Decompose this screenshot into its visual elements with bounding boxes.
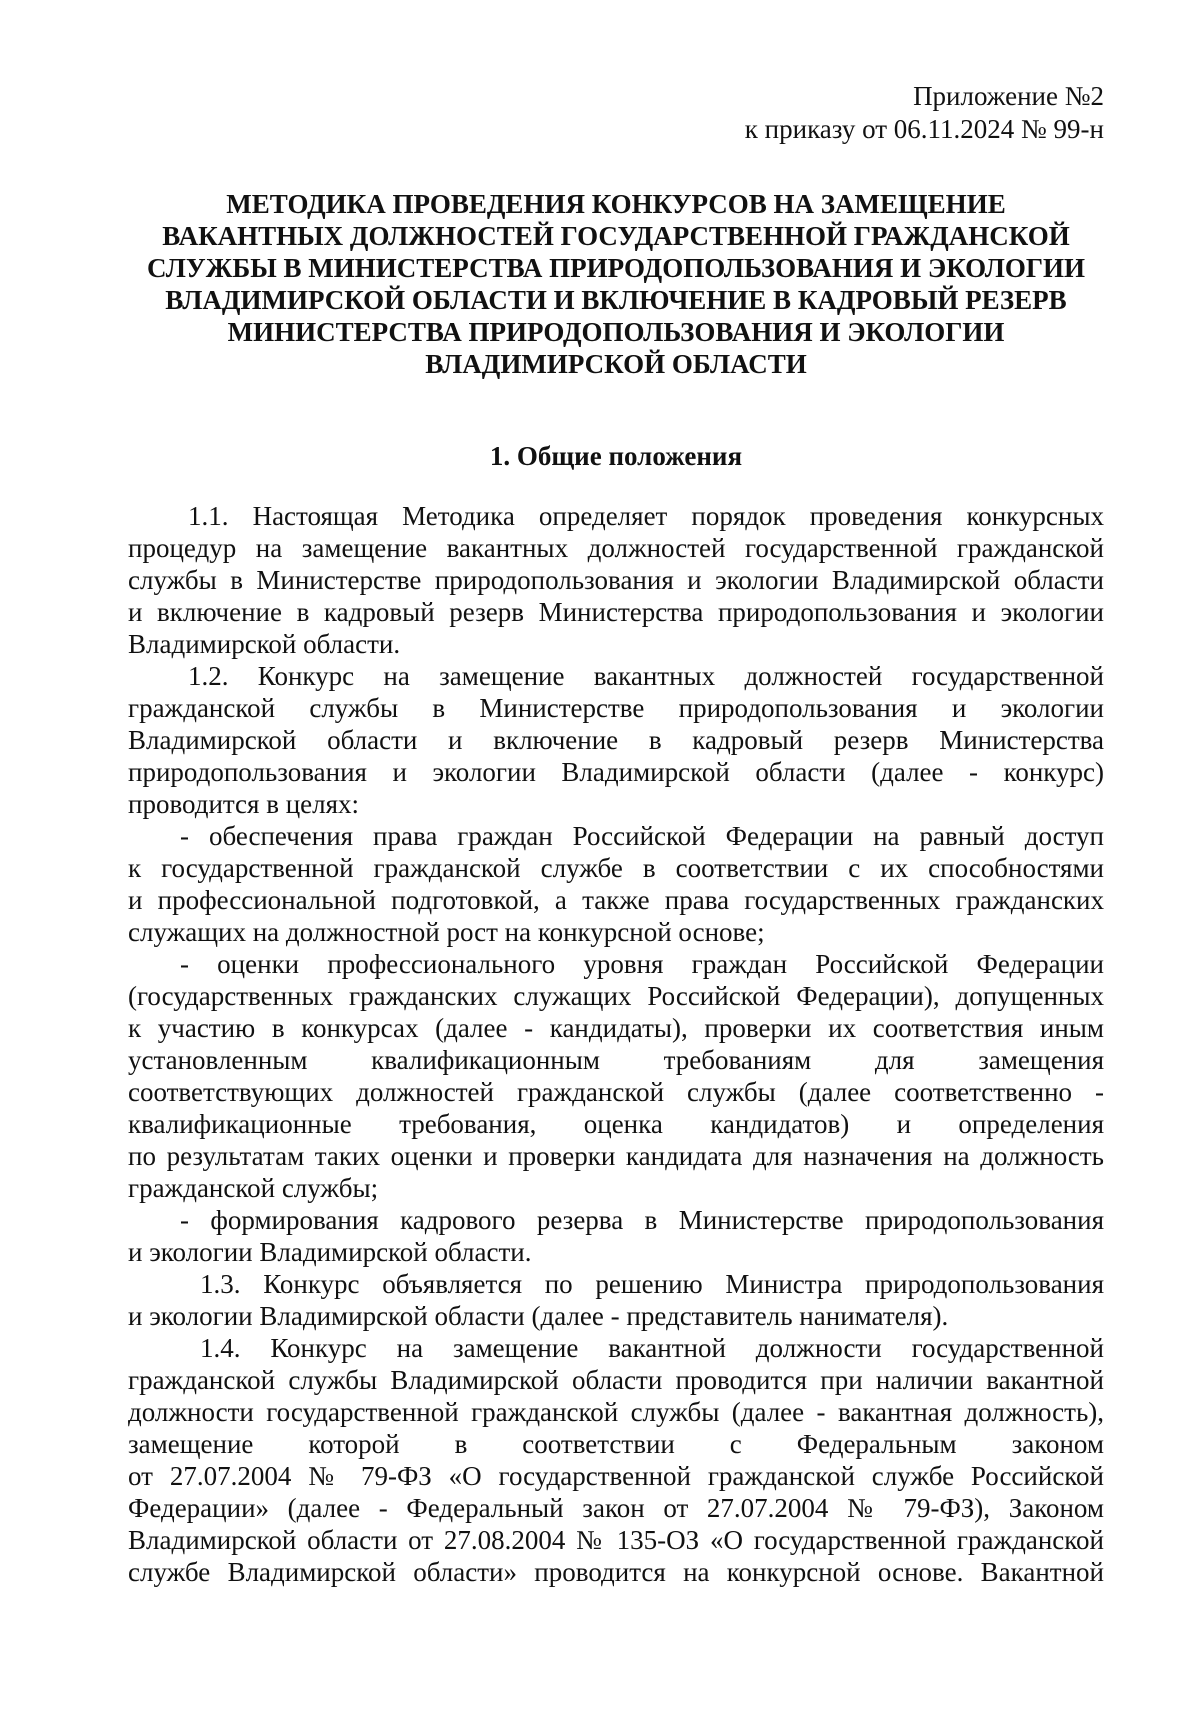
text-line: к государственной гражданской службе в соответствии с их способностями — [128, 853, 1104, 883]
text-line: гражданской службы; — [128, 1173, 379, 1203]
text-line: Владимирской области и включение в кадровый резерв Министерства — [128, 725, 1104, 755]
document-title — [128, 188, 1104, 380]
appendix-reference — [620, 80, 1104, 146]
text-line: Владимирской области от 27.08.2004 № 135-ОЗ «О государственной гражданской — [128, 1525, 1104, 1555]
text-line: службы в Министерстве природопользования и экологии Владимирской области — [128, 565, 1104, 595]
text-line: по результатам таких оценки и проверки кандидата для назначения на должность — [128, 1141, 1104, 1171]
text-line: 1.3. Конкурс объявляется по решению Министра природопользования — [200, 1269, 1104, 1299]
text-line: проводится в целях: — [128, 789, 360, 819]
title-line: МЕТОДИКА ПРОВЕДЕНИЯ КОНКУРСОВ НА ЗАМЕЩЕНИЕ — [226, 189, 1006, 219]
text-line: к участию в конкурсах (далее - кандидаты), проверки их соответствия иным — [128, 1013, 1104, 1043]
title-line: МИНИСТЕРСТВА ПРИРОДОПОЛЬЗОВАНИЯ И ЭКОЛОГИИ — [227, 317, 1005, 347]
text-line: и экологии Владимирской области. — [128, 1237, 532, 1267]
text-line: - обеспечения права граждан Российской Федерации на равный доступ — [180, 821, 1104, 851]
text-line: должности государственной гражданской службы (далее - вакантная должность), — [128, 1397, 1104, 1427]
text-line: замещение которой в соответствии с Федеральным законом — [128, 1429, 1104, 1459]
text-line: 1.1. Настоящая Методика определяет порядок проведения конкурсных — [188, 501, 1104, 531]
text-line: и экологии Владимирской области (далее - представитель нанимателя). — [128, 1301, 949, 1331]
text-line: гражданской службы Владимирской области проводится при наличии вакантной — [128, 1365, 1104, 1395]
text-line: 1.2. Конкурс на замещение вакантных должностей государственной — [188, 661, 1104, 691]
text-line: - оценки профессионального уровня граждан Российской Федерации — [180, 949, 1104, 979]
text-line: (государственных гражданских служащих Российской Федерации), допущенных — [128, 981, 1104, 1011]
text-line: и профессиональной подготовкой, а также права государственных гражданских — [128, 885, 1104, 915]
text-line: от 27.07.2004 № 79-ФЗ «О государственной гражданской службе Российской — [128, 1461, 1104, 1491]
text-line: гражданской службы в Министерстве природопользования и экологии — [128, 693, 1104, 723]
text-line: Владимирской области. — [128, 629, 401, 659]
text-line: - формирования кадрового резерва в Министерстве природопользования — [180, 1205, 1104, 1235]
text-line: природопользования и экологии Владимирской области (далее - конкурс) — [128, 757, 1104, 787]
title-line: ВЛАДИМИРСКОЙ ОБЛАСТИ — [425, 349, 807, 379]
text-line: соответствующих должностей гражданской службы (далее соответственно - — [128, 1077, 1104, 1107]
title-line: ВАКАНТНЫХ ДОЛЖНОСТЕЙ ГОСУДАРСТВЕННОЙ ГРАЖДАНСКОЙ — [162, 221, 1070, 251]
text-line: установленным квалификационным требованиям для замещения — [128, 1045, 1104, 1075]
order-reference: к приказу от 06.11.2024 № 99-н — [744, 114, 1104, 144]
section-heading: 1. Общие положения — [489, 441, 743, 471]
text-line: и включение в кадровый резерв Министерства природопользования и экологии — [128, 597, 1104, 627]
title-line: ВЛАДИМИРСКОЙ ОБЛАСТИ И ВКЛЮЧЕНИЕ В КАДРОВЫЙ РЕЗЕРВ — [165, 285, 1067, 315]
text-line: службе Владимирской области» проводится на конкурсной основе. Вакантной — [128, 1557, 1104, 1587]
text-line: квалификационные требования, оценка кандидатов) и определения — [128, 1109, 1104, 1139]
text-line: процедур на замещение вакантных должностей государственной гражданской — [128, 533, 1104, 563]
document-body — [128, 500, 1104, 1588]
text-line: 1.4. Конкурс на замещение вакантной должности государственной — [200, 1333, 1104, 1363]
text-line: Федерации» (далее - Федеральный закон от 27.07.2004 № 79-ФЗ), Законом — [128, 1493, 1104, 1523]
title-line: СЛУЖБЫ В МИНИСТЕРСТВА ПРИРОДОПОЛЬЗОВАНИЯ И ЭКОЛОГИИ — [146, 253, 1086, 283]
appendix-number: Приложение №2 — [913, 81, 1104, 111]
text-line: служащих на должностной рост на конкурсной основе; — [128, 917, 765, 947]
